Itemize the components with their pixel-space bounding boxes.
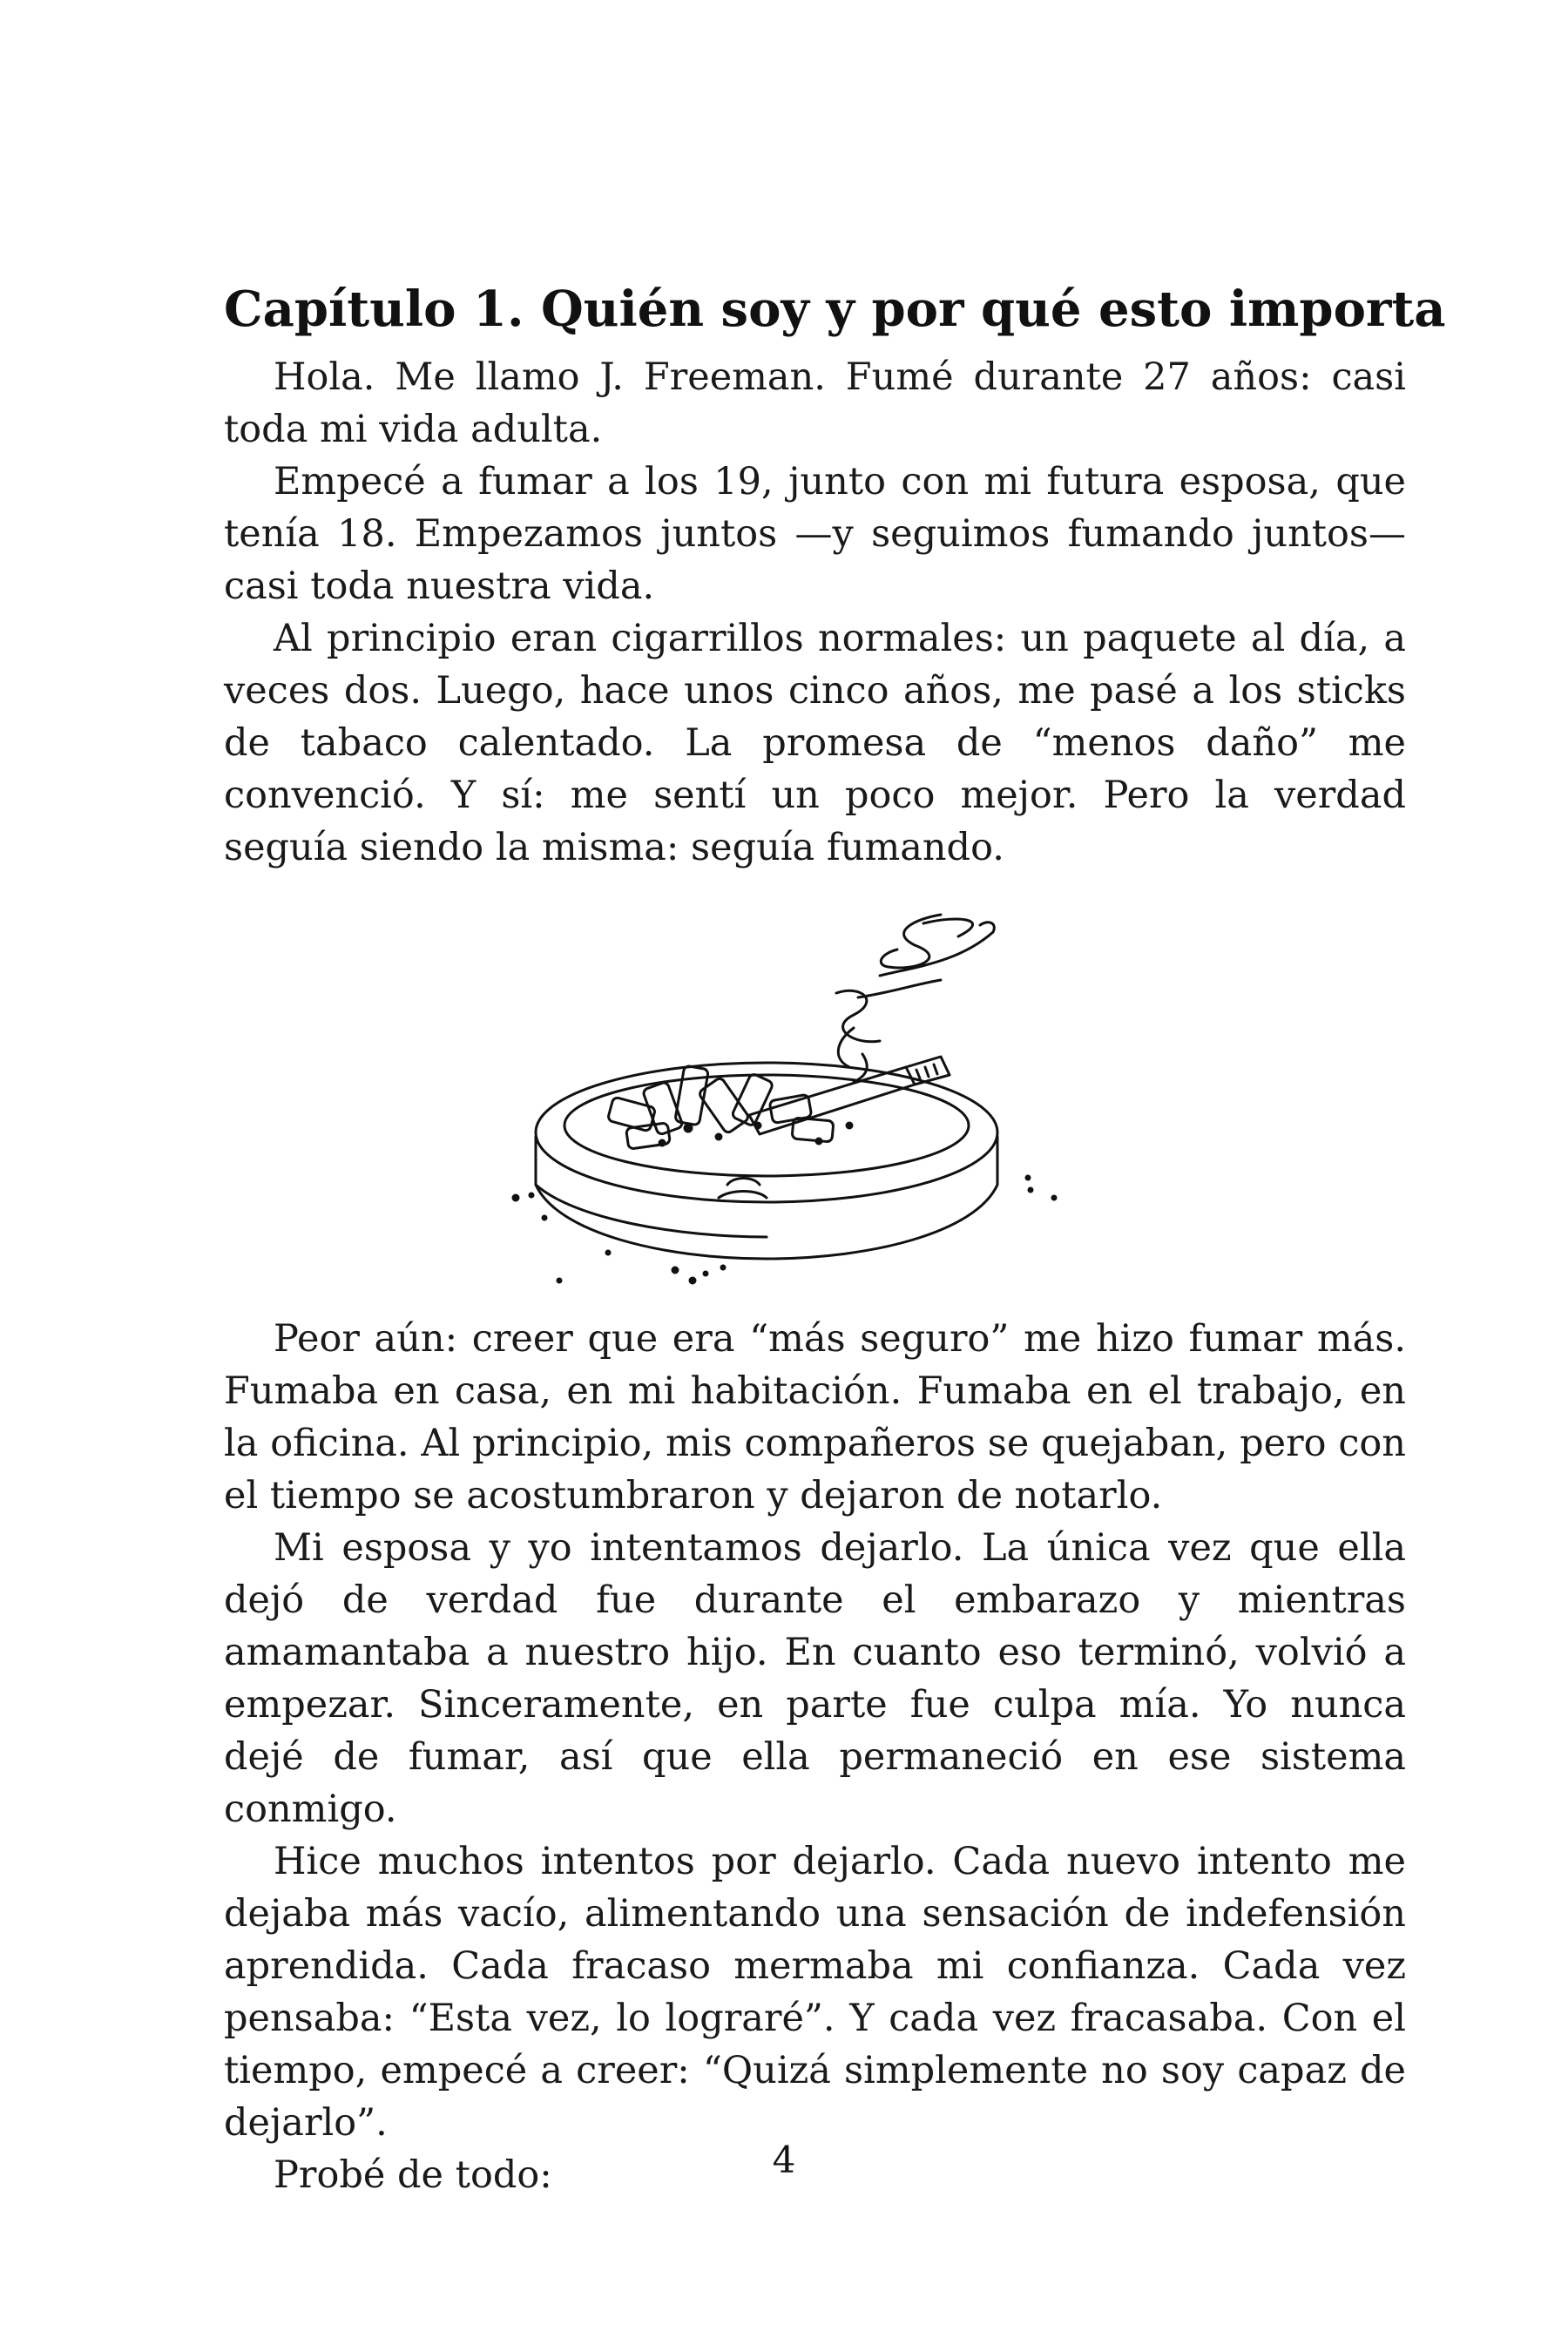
ashtray-illustration <box>505 897 1150 1298</box>
ashtray-with-cigarette-drawing-icon <box>505 897 1150 1298</box>
text-block-continued <box>224 1313 1406 2201</box>
chapter-title: Capítulo 1. Quién soy y por qué esto importa <box>224 280 1446 338</box>
paragraph: Mi esposa y yo intentamos dejarlo. La única vez que ella dejó de verdad fue durante el embarazo y mientras amamantaba a nuestro hijo. En cuanto eso terminó, volvió a empezar. Sinceramente, en parte fue culpa mía. Yo nunca dejé de fumar, así que ella permaneció en ese sistema conmigo. <box>224 1526 1406 1831</box>
text-block-intro <box>224 351 1406 874</box>
paragraph: Al principio eran cigarrillos normales: un paquete al día, a veces dos. Luego, hace unos cinco años, me pasé a los sticks de tabaco calentado. La promesa de “menos daño” me convenció. Y sí: me sentí un poco mejor. Pero la verdad seguía siendo la misma: seguía fumando. <box>224 617 1406 869</box>
paragraph: Probé de todo: <box>274 2153 552 2197</box>
page-number: 4 <box>772 2139 796 2181</box>
paragraph: Peor aún: creer que era “más seguro” me hizo fumar más. Fumaba en casa, en mi habitación. Fumaba en el trabajo, en la oficina. Al principio, mis compañeros se quejaban, pero con el tiempo se acostumbraron y dejaron de notarlo. <box>224 1317 1406 1517</box>
paragraph: Empecé a fumar a los 19, junto con mi futura esposa, que tenía 18. Empezamos juntos —y seguimos fumando juntos— casi toda nuestra vida. <box>224 460 1406 608</box>
paragraph: Hola. Me llamo J. Freeman. Fumé durante 27 años: casi toda mi vida adulta. <box>224 355 1406 451</box>
paragraph: Hice muchos intentos por dejarlo. Cada nuevo intento me dejaba más vacío, alimentando una sensación de indefensión aprendida. Cada fracaso mermaba mi confianza. Cada vez pensaba: “Esta vez, lo lograré”. Y cada vez fracasaba. Con el tiempo, empecé a creer: “Quizá simplemente no soy capaz de dejarlo”. <box>224 1840 1406 2145</box>
